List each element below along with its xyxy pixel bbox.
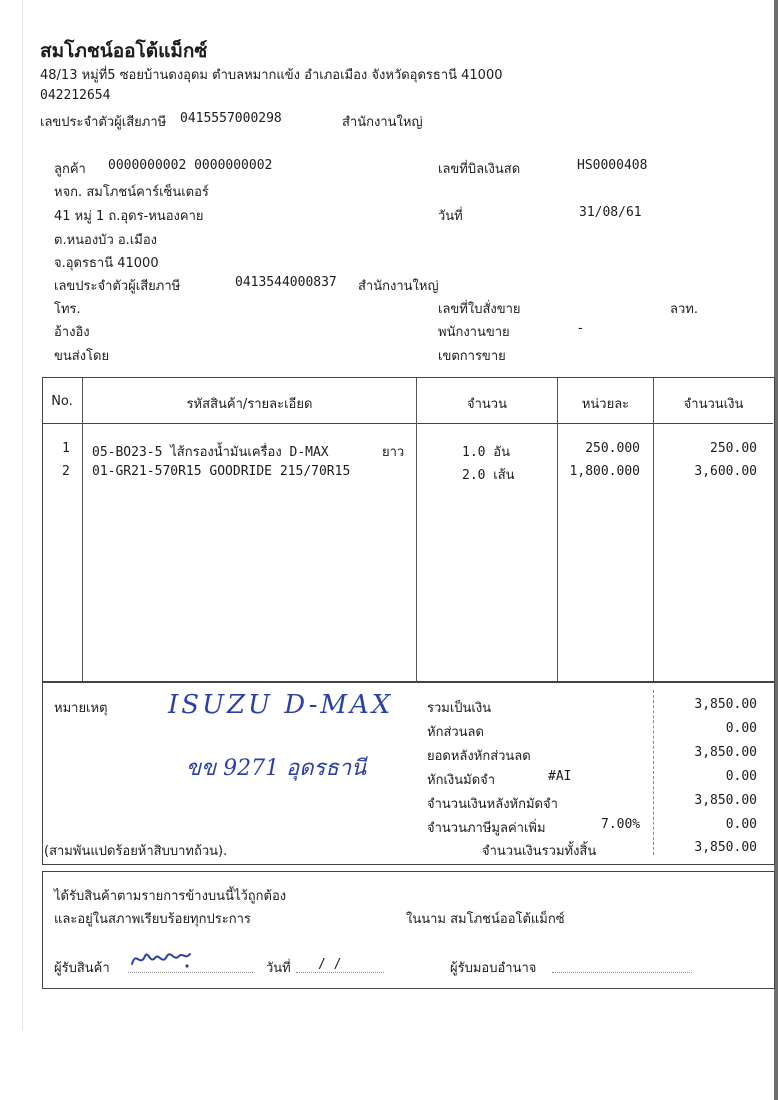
col-divider (82, 378, 83, 681)
company-tax-id: 0415557000298 (180, 111, 282, 126)
salesman-label: พนักงานขาย (438, 325, 510, 340)
table-header-rule (42, 423, 773, 424)
discount-label: หักส่วนลด (427, 725, 484, 740)
customer-tax-id: 0413544000837 (235, 275, 337, 290)
company-tax-id-label: เลขประจำตัวผู้เสียภาษี (40, 115, 167, 130)
company-branch: สำนักงานใหญ่ (342, 115, 423, 130)
receive-date-blank: / / (318, 957, 342, 972)
col-header-no: No. (51, 394, 73, 409)
col-header-quantity: จำนวน (467, 397, 507, 412)
receiver-signature (128, 944, 198, 972)
customer-phone-label: โทร. (54, 302, 81, 317)
row-unit-price: 1,800.000 (569, 464, 640, 479)
bill-date-label: วันที่ (438, 209, 463, 224)
customer-ship-label: ขนส่งโดย (54, 349, 110, 364)
bill-number: HS0000408 (577, 158, 648, 173)
grand-total-label: จำนวนเงินรวมทั้งสิ้น (482, 844, 597, 859)
receipt-confirmation-line-2: และอยู่ในสภาพเรียบร้อยทุกประการ (54, 912, 251, 927)
sales-order-value: ลวท. (670, 302, 698, 317)
vat-rate: 7.00% (601, 817, 641, 832)
subtotal-value: 3,850.00 (694, 697, 757, 712)
row-amount: 250.00 (710, 441, 757, 456)
authorized-signature-line (552, 972, 692, 973)
amount-in-words: (สามพันแปดร้อยห้าสิบบาทถ้วน). (44, 844, 228, 859)
customer-name: หจก. สมโภชน์คาร์เซ็นเตอร์ (54, 185, 209, 200)
authorized-signer-label: ผู้รับมอบอำนาจ (450, 961, 537, 976)
vat-label: จำนวนภาษีมูลค่าเพิ่ม (427, 821, 546, 836)
bill-number-label: เลขที่บิลเงินสด (438, 162, 521, 177)
col-divider (557, 378, 558, 681)
on-behalf-of: ในนาม สมโภชน์ออโต้แม็กซ์ (406, 912, 565, 927)
col-divider (416, 378, 417, 681)
after-discount-value: 3,850.00 (694, 745, 757, 760)
customer-address-2: ต.หนองบัว อ.เมือง (54, 233, 157, 248)
discount-value: 0.00 (725, 721, 757, 736)
receipt-confirmation-line-1: ได้รับสินค้าตามรายการข้างบนนี้ไว้ถูกต้อง (54, 889, 287, 904)
row-no: 1 (62, 441, 70, 456)
deposit-label: หักเงินมัดจำ (427, 773, 496, 788)
receiver-signature-line (128, 972, 253, 973)
totals-divider (653, 690, 654, 855)
deposit-value: 0.00 (725, 769, 757, 784)
customer-branch: สำนักงานใหญ่ (358, 279, 439, 294)
receiver-label: ผู้รับสินค้า (54, 961, 110, 976)
company-address: 48/13 หมู่ที่5 ซอยบ้านดงอุดม ตำบลหมากแข้ง อำเภอเมือง จังหวัดอุดรธานี 41000 (40, 68, 503, 83)
row-item-description: 01-GR21-570R15 GOODRIDE 215/70R15 (92, 464, 351, 479)
after-deposit-label: จำนวนเงินหลังหักมัดจำ (427, 797, 558, 812)
row-amount: 3,600.00 (694, 464, 757, 479)
col-header-description: รหัสสินค้า/รายละเอียด (186, 397, 313, 412)
receive-date-label: วันที่ (266, 961, 291, 976)
row-item-description: 05-BO23-5 ไส้กรองน้ำมันเครื่อง D-MAX (92, 445, 329, 460)
after-deposit-value: 3,850.00 (694, 793, 757, 808)
handwritten-license-plate: ขข 9271 อุดรธานี (186, 756, 367, 781)
customer-address-3: จ.อุดรธานี 41000 (54, 256, 159, 271)
row-quantity: 1.0 อัน (462, 445, 511, 460)
after-discount-label: ยอดหลังหักส่วนลด (427, 749, 531, 764)
customer-tax-id-label: เลขประจำตัวผู้เสียภาษี (54, 279, 181, 294)
subtotal-label: รวมเป็นเงิน (427, 701, 492, 716)
sales-area-label: เขตการขาย (438, 349, 506, 364)
salesman-value: - (578, 321, 583, 336)
receive-date-line (296, 972, 384, 973)
customer-ref-label: อ้างอิง (54, 325, 90, 340)
col-header-unit-price: หน่วยละ (581, 397, 630, 412)
sales-order-label: เลขที่ใบสั่งขาย (438, 302, 521, 317)
deposit-code: #AI (548, 769, 572, 784)
row-quantity: 2.0 เส้น (462, 468, 515, 483)
remarks-label: หมายเหตุ (54, 701, 108, 716)
bill-date: 31/08/61 (579, 205, 642, 220)
company-phone: 042212654 (40, 88, 111, 103)
col-header-amount: จำนวนเงิน (683, 397, 744, 412)
col-divider (653, 378, 654, 681)
customer-label: ลูกค้า (54, 162, 86, 177)
vat-value: 0.00 (725, 817, 757, 832)
row-unit-price: 250.000 (585, 441, 640, 456)
scan-fold-line (22, 0, 23, 1030)
customer-codes: 0000000002 0000000002 (108, 158, 273, 173)
row-no: 2 (62, 464, 70, 479)
customer-address-1: 41 หมู่ 1 ถ.อุดร-หนองคาย (54, 209, 204, 224)
company-name: สมโภชน์ออโต้แม็กซ์ (40, 40, 208, 62)
handwritten-vehicle-model: ISUZU D-MAX (168, 690, 394, 720)
row-item-extra: ยาว (382, 445, 405, 460)
grand-total-value: 3,850.00 (694, 840, 757, 855)
